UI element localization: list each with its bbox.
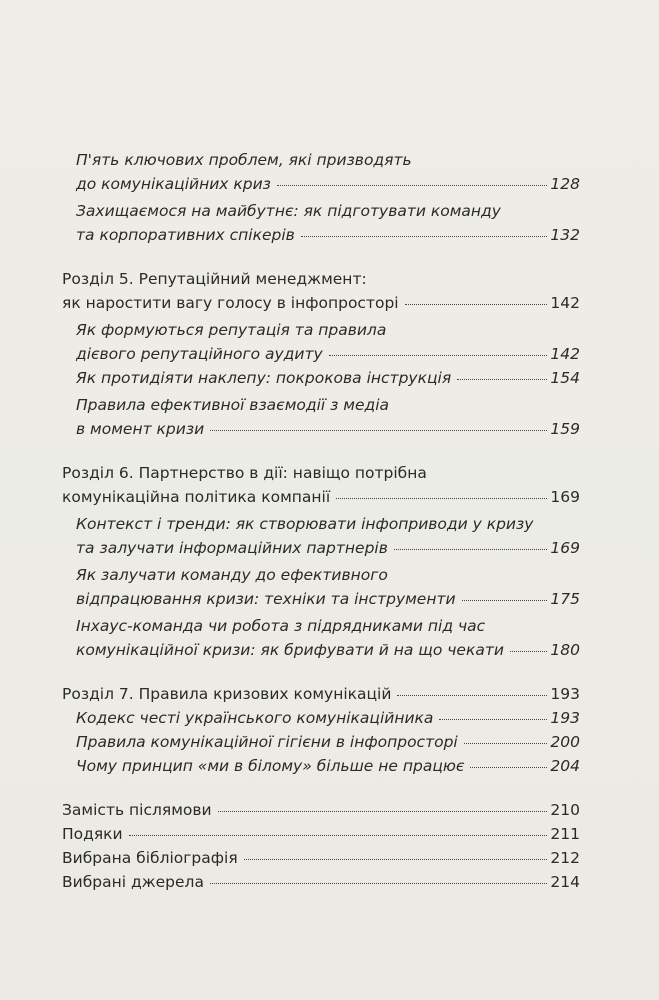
- toc-entry-title: Кодекс честі українського комунікаційника: [76, 709, 434, 727]
- toc-subentry: [76, 395, 580, 415]
- toc-entry-title: комунікаційної кризи: як брифувати й на що чекати: [76, 641, 504, 659]
- toc-entry-title: Правила ефективної взаємодії з медіа: [76, 396, 390, 414]
- toc-entry-title: Як протидіяти наклепу: покрокова інструкція: [76, 369, 452, 387]
- toc-subentry: [76, 320, 580, 340]
- dot-leader: [457, 379, 547, 380]
- toc-page-number: 169: [550, 488, 580, 506]
- toc-entry: [62, 463, 580, 483]
- dot-leader: [510, 651, 547, 652]
- toc-entry-title: Розділ 6. Партнерство в дії: навіщо потрібна: [62, 464, 427, 482]
- toc-entry-title: Розділ 7. Правила кризових комунікацій: [62, 685, 392, 703]
- toc-entry: [62, 848, 580, 868]
- toc-page-number: 132: [550, 226, 580, 244]
- dot-leader: [210, 430, 547, 431]
- toc-entry-title: Чому принцип «ми в білому» більше не працює: [76, 757, 465, 775]
- toc-page-number: 193: [550, 709, 580, 727]
- toc-page-number: 128: [550, 175, 580, 193]
- dot-leader: [462, 600, 548, 601]
- dot-leader: [336, 498, 547, 499]
- toc-subentry: [76, 419, 580, 439]
- toc-page-number: 142: [550, 294, 580, 312]
- dot-leader: [244, 859, 548, 860]
- dot-leader: [277, 185, 548, 186]
- dot-leader: [210, 883, 547, 884]
- toc-entry-title: Як залучати команду до ефективного: [76, 566, 388, 584]
- toc-page-number: 204: [550, 757, 580, 775]
- toc-entry-title: Захищаємося на майбутнє: як підготувати команду: [76, 202, 501, 220]
- toc-entry: [62, 824, 580, 844]
- dot-leader: [329, 355, 548, 356]
- toc-subentry: [76, 174, 580, 194]
- dot-leader: [218, 811, 548, 812]
- toc-subentry: [76, 565, 580, 585]
- dot-leader: [405, 304, 548, 305]
- toc-entry-title: Контекст і тренди: як створювати інфоприводи у кризу: [76, 515, 534, 533]
- toc-entry-title: комунікаційна політика компанії: [62, 488, 331, 506]
- toc-subentry: [76, 708, 580, 728]
- toc-subentry: [76, 150, 580, 170]
- toc-entry-title: Правила комунікаційної гігієни в інфопросторі: [76, 733, 458, 751]
- toc-page-number: 193: [550, 685, 580, 703]
- toc-entry-title: та залучати інформаційних партнерів: [76, 539, 388, 557]
- toc-subentry: [76, 344, 580, 364]
- toc-entry-title: Вибрана бібліографія: [62, 849, 238, 867]
- toc-page-number: 154: [550, 369, 580, 387]
- toc-entry: [62, 293, 580, 313]
- toc-entry: [62, 684, 580, 704]
- dot-leader: [470, 767, 547, 768]
- toc-subentry: [76, 756, 580, 776]
- toc-entry-title: дієвого репутаційного аудиту: [76, 345, 323, 363]
- toc-entry-title: в момент кризи: [76, 420, 205, 438]
- toc-page-number: 214: [550, 873, 580, 891]
- dot-leader: [464, 743, 548, 744]
- toc-subentry: [76, 538, 580, 558]
- toc-entry-title: як наростити вагу голосу в інфопросторі: [62, 294, 399, 312]
- toc-entry-title: Як формуються репутація та правила: [76, 321, 387, 339]
- toc-entry-title: Замість післямови: [62, 801, 212, 819]
- dot-leader: [397, 695, 547, 696]
- toc-page-number: 212: [550, 849, 580, 867]
- toc-subentry: [76, 201, 580, 221]
- toc-entry: [62, 269, 580, 289]
- toc-subentry: [76, 640, 580, 660]
- toc-entry-title: та корпоративних спікерів: [76, 226, 295, 244]
- toc-subentry: [76, 732, 580, 752]
- toc-page-number: 159: [550, 420, 580, 438]
- toc-subentry: [76, 616, 580, 636]
- toc-entry-title: Розділ 5. Репутаційний менеджмент:: [62, 270, 367, 288]
- toc-entry: [62, 800, 580, 820]
- toc-page-number: 142: [550, 345, 580, 363]
- toc-entry: [62, 487, 580, 507]
- toc-subentry: [76, 368, 580, 388]
- toc-entry: [62, 872, 580, 892]
- toc-entry-title: до комунікаційних криз: [76, 175, 271, 193]
- dot-leader: [301, 236, 548, 237]
- toc-entry-title: Подяки: [62, 825, 123, 843]
- dot-leader: [129, 835, 548, 836]
- toc-page-number: 200: [550, 733, 580, 751]
- toc-subentry: [76, 225, 580, 245]
- toc-page-number: 211: [550, 825, 580, 843]
- toc-subentry: [76, 514, 580, 534]
- toc-entry-title: Вибрані джерела: [62, 873, 204, 891]
- toc-entry-title: Інхаус-команда чи робота з підрядниками під час: [76, 617, 486, 635]
- dot-leader: [394, 549, 548, 550]
- toc-page-number: 175: [550, 590, 580, 608]
- toc-page-number: 210: [550, 801, 580, 819]
- toc-page-number: 169: [550, 539, 580, 557]
- toc-entry-title: П'ять ключових проблем, які призводять: [76, 151, 412, 169]
- toc-entry-title: відпрацювання кризи: техніки та інструменти: [76, 590, 456, 608]
- toc-page-number: 180: [550, 641, 580, 659]
- toc-subentry: [76, 589, 580, 609]
- dot-leader: [439, 719, 547, 720]
